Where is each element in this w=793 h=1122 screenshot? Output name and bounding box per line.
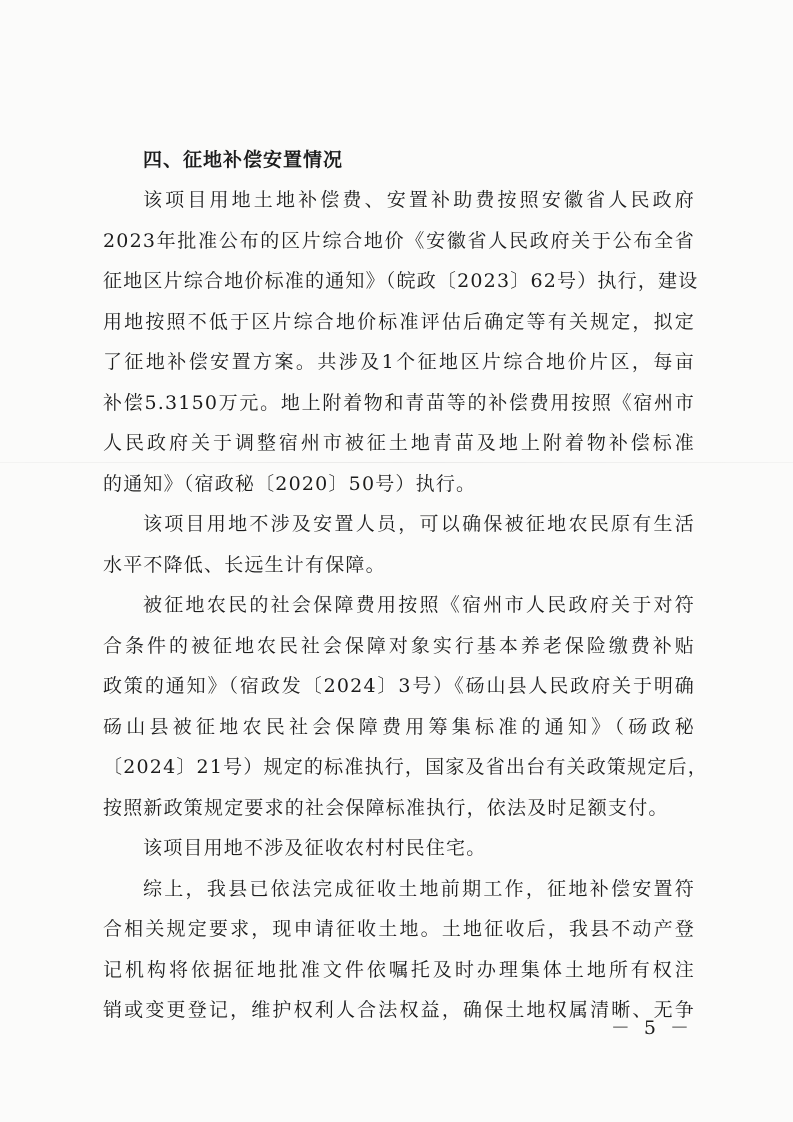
paragraph bbox=[103, 180, 699, 504]
paragraph-line: 政策的通知》（宿政发〔2024〕3号）《砀山县人民政府关于明确 bbox=[103, 675, 695, 697]
paragraph-line: 综上，我县已依法完成征收土地前期工作，征地补偿安置符 bbox=[143, 877, 695, 900]
paragraph-line: 该项目用地土地补偿费、安置补助费按照安徽省人民政府 bbox=[143, 189, 695, 211]
section-heading: 四、征地补偿安置情况 bbox=[143, 149, 344, 171]
paragraph-line: 人民政府关于调整宿州市被征土地青苗及地上附着物补偿标准 bbox=[103, 432, 695, 454]
paragraph-line: 了征地补偿安置方案。共涉及1个征地区片综合地价片区，每亩 bbox=[103, 351, 695, 373]
paragraph-line: 按照新政策规定要求的社会保障标准执行，依法及时足额支付。 bbox=[103, 796, 669, 819]
paragraph bbox=[103, 828, 695, 869]
paragraph bbox=[103, 869, 695, 1031]
paragraph bbox=[103, 504, 695, 585]
paragraph-line: 该项目用地不涉及征收农村村民住宅。 bbox=[143, 837, 487, 859]
paragraph-line: 征地区片综合地价标准的通知》（皖政〔2023〕62号）执行，建设 bbox=[103, 270, 699, 292]
paragraph-line: 补偿5.3150万元。地上附着物和青苗等的补偿费用按照《宿州市 bbox=[103, 391, 695, 414]
paragraph-line: 该项目用地不涉及安置人员，可以确保被征地农民原有生活 bbox=[143, 513, 695, 535]
paragraph-line: 的通知》（宿政秘〔2020〕50号）执行。 bbox=[103, 472, 477, 495]
paragraph-line: 销或变更登记，维护权利人合法权益，确保土地权属清晰、无争 bbox=[103, 999, 695, 1021]
paragraph-line: 合相关规定要求，现申请征收土地。土地征收后，我县不动产登 bbox=[103, 918, 695, 940]
paragraph-line: 记机构将依据征地批准文件依嘱托及时办理集体土地所有权注 bbox=[103, 958, 695, 981]
paragraph-line: 2023年批准公布的区片综合地价《安徽省人民政府关于公布全省 bbox=[103, 229, 695, 252]
paragraph-list bbox=[103, 180, 708, 1031]
paragraph-line: 用地按照不低于区片综合地价标准评估后确定等有关规定，拟定 bbox=[103, 310, 695, 333]
paragraph-line: 合条件的被征地农民社会保障对象实行基本养老保险缴费补贴 bbox=[103, 634, 695, 657]
page-number: － 5 － bbox=[610, 1017, 693, 1039]
paragraph-line: 水平不降低、长远生计有保障。 bbox=[103, 553, 386, 576]
paragraph-line: 砀山县被征地农民社会保障费用筹集标准的通知》（砀政秘 bbox=[103, 715, 695, 738]
paragraph-line: 〔2024〕21号）规定的标准执行，国家及省出台有关政策规定后， bbox=[103, 756, 708, 778]
document-body bbox=[103, 140, 708, 1031]
paragraph bbox=[103, 585, 708, 828]
paragraph-line: 被征地农民的社会保障费用按照《宿州市人民政府关于对符 bbox=[143, 594, 695, 616]
